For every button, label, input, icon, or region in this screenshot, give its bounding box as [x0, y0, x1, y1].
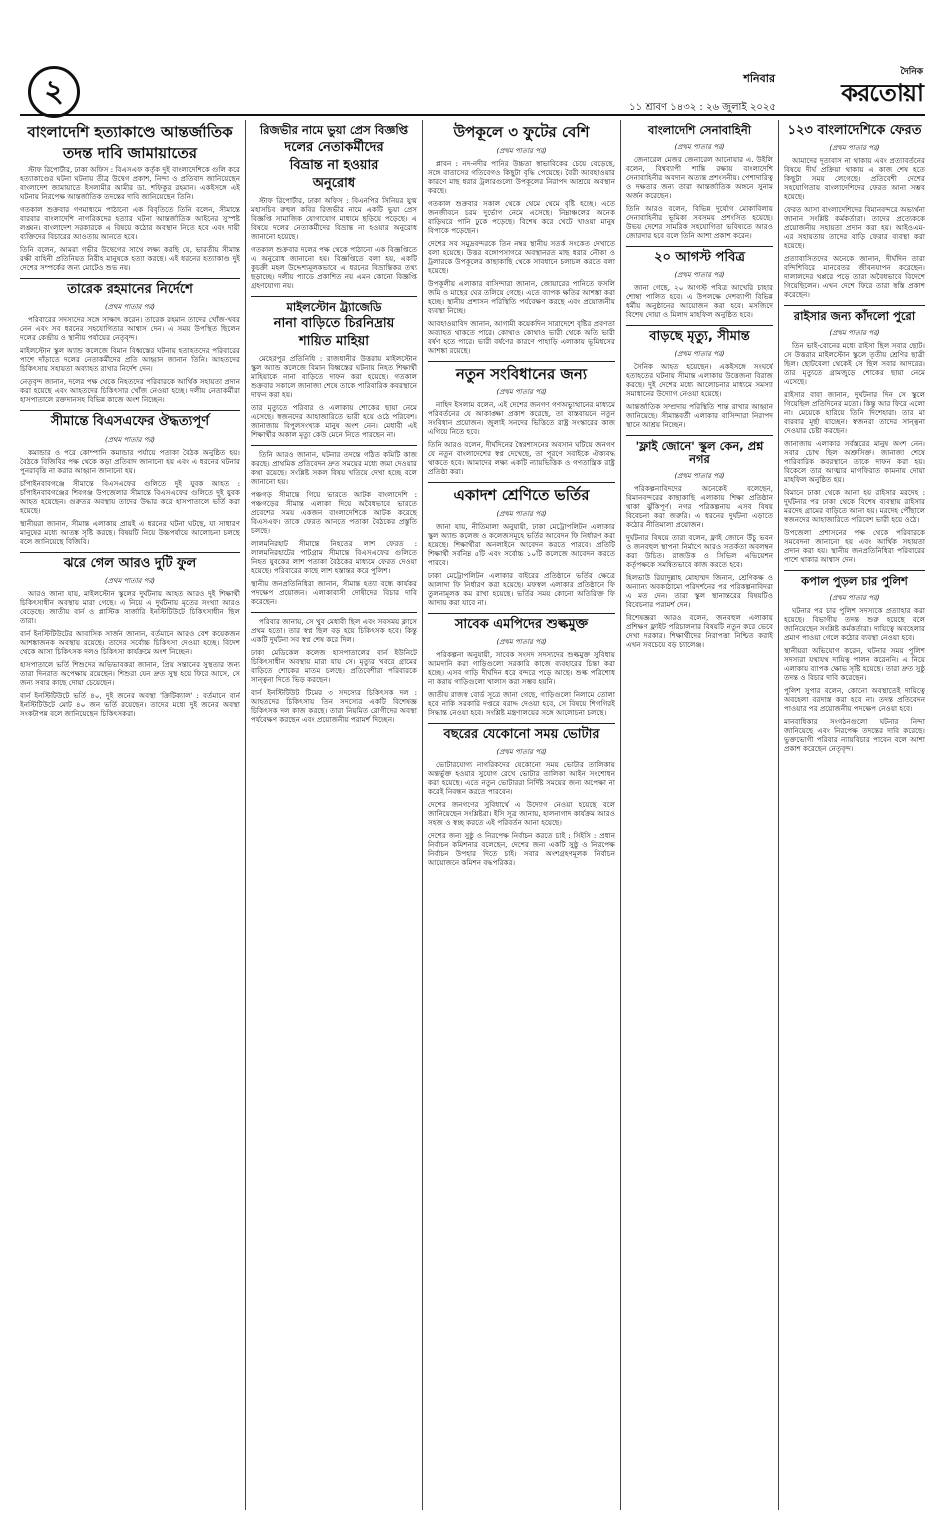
divider [20, 278, 240, 279]
logo-name: করতোয়া [841, 79, 923, 107]
paragraph: উপজেলা প্রশাসনের পক্ষ থেকে পরিবারকে সমবেদনা জানানো হয় এবং আর্থিক সহায়তা প্রদান করা হয়। স্থানীয় জনপ্রতিনিধিরা পরিবারের পাশে থাকার আশ্বাস দেন। [784, 527, 925, 564]
paragraph: তিন ভাই-বোনের মধ্যে রাইসা ছিল সবার ছোট। সে উত্তরার মাইলস্টোন স্কুলে তৃতীয় শ্রেণির ছাত্রী ছিল। ছোটবেলা থেকেই সে ছিল সবার আদরের। তার মৃত্যুতে গ্রামজুড়ে শোকের ছায়া নেমে এসেছে। [784, 340, 925, 386]
weekday: শনিবার [743, 72, 775, 85]
paragraph: স্টাফ রিপোর্টার, ঢাকা অফিস : বিএনপির সিনিয়র যুগ্ম মহাসচিব রুহুল কবির রিজভীর নামে একটি ভুয়া প্রেস বিজ্ঞপ্তি সামাজিক যোগাযোগ মাধ্যমে ছড়িয়ে পড়েছে। এ বিষয়ে দলের নেতাকর্মীদের বিভ্রান্ত না হওয়ার অনুরোধ জানানো হয়েছে। [251, 195, 417, 241]
continued-label: (প্রথম পাতার পর) [674, 471, 725, 480]
continued-label: (প্রথম পাতার পর) [496, 146, 547, 155]
paragraph: পরিবারের সদস্যদের সঙ্গে সাক্ষাৎ করেন। তারেক রহমান তাদের খোঁজ-খবর নেন এবং সব ধরনের সহযোগিতার আশ্বাস দেন। এ সময় উপস্থিত ছিলেন দলের কেন্দ্রীয় ও স্থানীয় পর্যায়ের নেতৃবৃন্দ। [20, 315, 240, 343]
paragraph: মাইলস্টোন স্কুল অ্যান্ড কলেজে বিমান বিধ্বস্তের ঘটনায় হতাহতদের পরিবারের পাশে দাঁড়াতে দলের নেতাকর্মীদের প্রতি আহ্বান জানান তিনি। আহতদের চিকিৎসায় সহায়তা অব্যাহত রাখার নির্দেশ দেন। [20, 346, 240, 374]
article-former-mp [428, 650, 615, 717]
paragraph: ঢাকা মেট্রোপলিটন এলাকার বাইরের প্রতিষ্ঠানে ভর্তির ক্ষেত্রে আলাদা ফি নির্ধারণ করা হয়েছে। মফস্বল এলাকার প্রতিষ্ঠানে ফি তুলনামূলক কম রাখা হয়েছে। ভর্তির সময় কোনো অতিরিক্ত ফি আদায় করা যাবে না। [428, 570, 615, 607]
paragraph: দুর্ঘটনার বিষয়ে তারা বলেন, ফ্লাই জোনে উঁচু ভবন ও জনবহুল স্থাপনা নির্মাণে আরও সতর্কতা অবলম্বন করা উচিত। রাজউক ও সিভিল এভিয়েশন কর্তৃপক্ষকে সমন্বিতভাবে কাজ করতে হবে। [626, 532, 773, 569]
divider [626, 325, 773, 326]
paragraph: জানা গেছে, ২০ আগস্ট পবিত্র আখেরি চাহার শোম্বা পালিত হবে। এ উপলক্ষে দেশব্যাপী বিভিন্ন ধর্মীয় অনুষ্ঠানের আয়োজন করা হবে। মসজিদে বিশেষ দোয়া ও মিলাদ মাহফিল অনুষ্ঠিত হবে। [626, 282, 773, 319]
article-four-police [784, 606, 925, 753]
headline-jamaat-2: তদন্ত দাবি জামায়াতের [63, 143, 197, 162]
article-jamaat [20, 165, 240, 272]
paragraph: মেহেরপুর প্রতিনিধি : রাজধানীর উত্তরায় মাইলস্টোন স্কুল অ্যান্ড কলেজে বিমান বিধ্বস্তের ঘটনায় নিহত শিক্ষার্থী মাহিয়াকে নানা বাড়িতে দাফন করা হয়েছে। গতকাল শুক্রবার সকালে জানাজা শেষে তাকে পারিবারিক কবরস্থানে দাফন করা হয়। [251, 353, 417, 399]
headline-coast: উপকূলে ৩ ফুটের বেশি [453, 123, 590, 141]
paragraph: তার মৃত্যুতে পরিবার ও এলাকায় শোকের ছায়া নেমে এসেছে। স্বজনদের আহাজারিতে ভারী হয়ে ওঠে পরিবেশ। জানাজায় বিপুলসংখ্যক মানুষ অংশ নেন। মেধাবী এই শিক্ষার্থীর অকাল মৃত্যু কেউ মেনে নিতে পারছেন না। [251, 402, 417, 439]
logo-small-text: দৈনিক [900, 67, 923, 77]
paragraph: আবহাওয়াবিদ জানান, আগামী কয়েকদিন সারাদেশে বৃষ্টির প্রবণতা অব্যাহত থাকতে পারে। কোথাও কোথাও ভারী থেকে অতি ভারী বর্ষণ হতে পারে। ভারী বর্ষণের কারণে পাহাড়ি এলাকায় ভূমিধসের আশঙ্কা রয়েছে। [428, 318, 615, 355]
paragraph: উপকূলীয় এলাকার বাসিন্দারা জানান, জোয়ারের পানিতে ফসলি জমি ও মাছের ঘের তলিয়ে গেছে। এতে ব্যাপক ক্ষতির আশঙ্কা করা হচ্ছে। স্থানীয় প্রশাসন পরিস্থিতি পর্যবেক্ষণ করছে এবং প্রয়োজনীয় ব্যবস্থা নিচ্ছে। [428, 278, 615, 315]
column-divider [245, 120, 246, 1510]
paragraph: তিনি আরও বলেন, দীর্ঘদিনের স্বৈরশাসনের অবসান ঘটিয়ে জনগণ যে নতুন বাংলাদেশের স্বপ্ন দেখেছে, তা পূরণে সবাইকে ঐক্যবদ্ধ থাকতে হবে। আমাদের লক্ষ্য একটি ন্যায়ভিত্তিক ও গণতান্ত্রিক রাষ্ট্র প্রতিষ্ঠা করা। [428, 440, 615, 476]
divider [251, 445, 417, 446]
headline-army: বাংলাদেশি সেনাবাহিনী [647, 123, 752, 137]
paragraph: প্রত্যাবাসিতদের অনেকে জানান, দীর্ঘদিন তারা বন্দিশিবিরে মানবেতর জীবনযাপন করেছেন। দালালদের খপ্পরে পড়ে তারা অবৈধভাবে বিদেশে গিয়েছিলেন। এখন দেশে ফিরে তারা স্বস্তি প্রকাশ করেছেন। [784, 254, 925, 300]
headline-bsf: সীমান্তে বিএসএফের ঔদ্ধত্যপূর্ণ [50, 414, 210, 430]
paragraph: গতকাল শুক্রবার গণমাধ্যমে পাঠানো এক বিবৃতিতে তিনি বলেন, সীমান্তে বারবার বাংলাদেশি নাগরিকদের হত্যার ঘটনা আন্তর্জাতিক আইনের সুস্পষ্ট লঙ্ঘন। বাংলাদেশ সরকারকে এ বিষয়ে কঠোর অবস্থান নিতে হবে এবং দায়ী ব্যক্তিদের বিচারের আওতায় আনতে হবে। [20, 205, 240, 241]
divider [784, 570, 925, 571]
page-number: ২ [28, 66, 80, 118]
headline-rizvi-2: দলের নেতাকর্মীদের [284, 139, 384, 155]
continued-label: (প্রথম পাতার পর) [674, 270, 725, 279]
column-3 [428, 120, 615, 1510]
headline-admission: একাদশ শ্রেণিতে ভর্তির [453, 486, 590, 504]
article-fly-zone [626, 484, 773, 649]
paragraph: পুলিশ সুপার বলেন, কোনো অবস্থাতেই দায়িত্বে অবহেলা বরদাস্ত করা হবে না। তদন্ত প্রতিবেদন পাওয়ার পর প্রয়োজনীয় পদক্ষেপ নেওয়া হবে। [784, 685, 925, 713]
continued-label: (প্রথম পাতার পর) [496, 509, 547, 518]
headline-mahiya-2: শায়িত মাহিয়া [298, 334, 370, 350]
divider [428, 361, 615, 362]
paragraph: লালমনিরহাট সীমান্তে নিহতের লাশ ফেরত : লালমনিরহাটের পাটগ্রাম সীমান্তে বিএসএফের গুলিতে নিহত যুবকের লাশ পতাকা বৈঠকের মাধ্যমে ফেরত দেওয়া হয়েছে। পরিবারের কাছে লাশ হস্তান্তর করে পুলিশ। [251, 538, 417, 575]
divider [428, 482, 615, 483]
divider [626, 246, 773, 247]
paragraph: ঘটনার পর চার পুলিশ সদস্যকে প্রত্যাহার করা হয়েছে। বিভাগীয় তদন্ত শুরু হয়েছে বলে জানিয়েছেন সংশ্লিষ্ট কর্মকর্তারা। দায়িত্বে অবহেলার প্রমাণ পাওয়া গেলে কঠোর ব্যবস্থা নেওয়া হবে। [784, 605, 925, 642]
paragraph: জানা যায়, নীতিমালা অনুযায়ী, ঢাকা মেট্রোপলিটন এলাকার স্কুল অ্যান্ড কলেজ ও কলেজসমূহে ভর্তির আবেদন ফি নির্ধারণ করা হয়েছে। শিক্ষার্থীরা অনলাইনে আবেদন করতে পারবে। প্রতিটি শিক্ষার্থী সর্বনিম্ন ৫টি এবং সর্বোচ্চ ১০টি কলেজে আবেদন করতে পারবে। [428, 521, 615, 567]
paragraph: আমাদের দূতাবাস না থাকায় এবং প্রত্যাবর্তনের বিষয়ে দীর্ঘ প্রক্রিয়া থাকায় এ কাজ শেষ হতে কিছুটা সময় লেগেছে। প্রতিবেশী দেশের সহযোগিতায় বাংলাদেশিদের ফেরত আনা সম্ভব হয়েছে। [784, 156, 925, 202]
divider [428, 723, 615, 724]
paragraph: প্লাবন : নদ-নদীর পানির উচ্চতা স্বাভাবিকের চেয়ে বেড়েছে, সঙ্গে বাতাসের গতিবেগও কিছুটা বৃদ্ধি পেয়েছে। বৈরী আবহাওয়ার কারণে মাছ ধরার ট্রলারগুলো উপকূলের নিরাপদ আশ্রয়ে অবস্থান করছে। [428, 158, 615, 195]
headline-fly-zone: 'ফ্লাই জোনে' স্কুল কেন, প্রশ্ন নগর [635, 439, 764, 466]
paragraph: নেতৃবৃন্দ জানান, দলের পক্ষ থেকে নিহতদের পরিবারকে আর্থিক সহায়তা প্রদান করা হয়েছে এবং আহতদের চিকিৎসার খোঁজ নেওয়া হচ্ছে। দলীয় নেতাকর্মীরা হাসপাতালে রক্তদানসহ বিভিন্ন কাজে অংশ নিচ্ছেন। [20, 377, 240, 405]
paragraph: ফেরত আসা বাংলাদেশিদের বিমানবন্দরে অভ্যর্থনা জানান সংশ্লিষ্ট কর্মকর্তারা। তাদের প্রত্যেককে প্রয়োজনীয় সহায়তা প্রদান করা হয়। আইওএম-এর সহায়তায় তাদের বাড়ি ফেরার ব্যবস্থা করা হয়েছে। [784, 205, 925, 251]
article-bsf [20, 448, 240, 546]
column-divider [620, 120, 621, 1510]
headline-jamaat: বাংলাদেশি হত্যাকাণ্ডে আন্তর্জাতিক [27, 123, 233, 141]
article-coast [428, 159, 615, 355]
continued-label: (প্রথম পাতার পর) [496, 748, 547, 757]
paragraph: স্থানীয় জনপ্রতিনিধিরা জানান, সীমান্ত হত্যা বন্ধে কার্যকর পদক্ষেপ প্রয়োজন। এলাকাবাসী দোষীদের বিচার দাবি করেছেন। [251, 578, 417, 606]
article-bsf-continued [251, 450, 417, 606]
article-army [626, 155, 773, 240]
paragraph: দেশের জন্য সুষ্ঠু ও নিরপেক্ষ নির্বাচন করতে চাই : সিইসি : প্রধান নির্বাচন কমিশনার বলেছেন, দেশের জন্য একটি সুষ্ঠু ও নিরপেক্ষ নির্বাচন উপহার দিতে চাই। সবার অংশগ্রহণমূলক নির্বাচন আয়োজনে কমিশন বদ্ধপরিকর। [428, 831, 615, 868]
paragraph: মানবাধিকার সংগঠনগুলো ঘটনার নিন্দা জানিয়েছে এবং নিরপেক্ষ তদন্তের দাবি করেছে। ভুক্তভোগী পরিবার ন্যায়বিচার পাবেন বলে আশা প্রকাশ করেছেন নেতৃবৃন্দ। [784, 716, 925, 753]
column-1 [20, 120, 240, 1510]
paragraph: জাতীয় রাজস্ব বোর্ড সূত্রে জানা গেছে, গাড়িগুলো নিলামে তোলা হবে নাকি সরকারি দপ্তরে বরাদ্দ দেওয়া হবে, সে বিষয়ে শিগগিরই সিদ্ধান্ত নেওয়া হবে। সংশ্লিষ্ট মন্ত্রণালয়ের সঙ্গে আলোচনা চলছে। [428, 689, 615, 717]
column-2 [251, 120, 417, 1510]
divider [20, 552, 240, 553]
article-voter [428, 760, 615, 867]
paragraph: কমান্ডার ও পরে কোম্পানি কমান্ডার পর্যায়ে পতাকা বৈঠক অনুষ্ঠিত হয়। বৈঠকে বিজিবির পক্ষ থেকে কড়া প্রতিবাদ জানানো হয় এবং এ ধরনের ঘটনার পুনরাবৃত্তি না করার আহ্বান জানানো হয়। [20, 447, 240, 475]
continued-label: (প্রথম পাতার পর) [674, 142, 725, 151]
paragraph: রাইসার বাবা জানান, দুর্ঘটনার দিন সে স্কুলে গিয়েছিল প্রতিদিনের মতো। কিন্তু আর ফিরে এলো না। মেয়েকে হারিয়ে তিনি দিশেহারা। তার মা বারবার মূর্ছা যাচ্ছেন। স্বজনরা তাদের সান্ত্বনা দেওয়ার চেষ্টা করছেন। [784, 389, 925, 435]
article-august [626, 283, 773, 319]
headline-two-flowers: ঝরে গেল আরও দুটি ফুল [63, 555, 197, 571]
paragraph: দেশের জনগণের সুবিধার্থে এ উদ্যোগ নেওয়া হয়েছে বলে জানিয়েছেন সংশ্লিষ্টরা। ইসি সূত্র জানায়, হালনাগাদ কার্যক্রম আরও সহজ ও স্বচ্ছ করতে এই পরিবর্তন আনা হয়েছে। [428, 800, 615, 828]
headline-four-police: কপাল পুড়ল চার পুলিশ [801, 573, 908, 588]
divider [784, 305, 925, 306]
headline-death-border: বাড়ছে মৃত্যু, সীমান্ত [649, 328, 750, 344]
column-4 [626, 120, 773, 1510]
paragraph: চাঁপাইনবাবগঞ্জে সীমান্তে বিএসএফের গুলিতে দুই যুবক আহত : চাঁপাইনবাবগঞ্জের শিবগঞ্জ উপজেলার সীমান্তে বিএসএফের গুলিতে দুই যুবক আহত হয়েছেন। গুরুতর অবস্থায় তাদের উদ্ধার করে হাসপাতালে ভর্তি করা হয়েছে। [20, 478, 240, 515]
headline-august: ২০ আগস্ট পবিত্র [654, 249, 745, 265]
paragraph: স্থানীয়রা অভিযোগ করেন, ঘটনার সময় পুলিশ সদস্যরা যথাযথ দায়িত্ব পালন করেননি। এ নিয়ে এলাকায় ব্যাপক ক্ষোভ সৃষ্টি হয়েছে। তারা দ্রুত সুষ্ঠু তদন্ত ও বিচার দাবি করেছেন। [784, 645, 925, 682]
divider [626, 435, 773, 436]
article-raisa [784, 341, 925, 564]
headline-milestone-kicker: মাইলস্টোন ট্র্যাজেডি [286, 299, 382, 314]
column-5 [784, 120, 925, 1510]
masthead-rule [20, 114, 925, 116]
headline-mahiya: নানা বাড়িতে চিরনিদ্রায় [273, 316, 395, 332]
paragraph: পরিবার জানায়, সে খুব মেধাবী ছিল এবং সবসময় ক্লাসে প্রথম হতো। তার স্বপ্ন ছিল বড় হয়ে চিকিৎসক হবে। কিন্তু একটি দুর্ঘটনা সব স্বপ্ন শেষ করে দিল। [251, 616, 417, 644]
divider [251, 296, 417, 297]
paragraph: দেশের সব সমুদ্রবন্দরকে তিন নম্বর স্থানীয় সতর্ক সংকেত দেখাতে বলা হয়েছে। উত্তর বঙ্গোপসাগরে অবস্থানরত মাছ ধরার নৌকা ও ট্রলারকে উপকূলের কাছাকাছি থেকে সাবধানে চলাচল করতে বলা হয়েছে। [428, 238, 615, 275]
column-divider [422, 120, 423, 1510]
article-tarique [20, 315, 240, 404]
paragraph: বার্ন ইনস্টিটিউটের আবাসিক সার্জন জানান, বর্তমানে আরও বেশ কয়েকজন আশঙ্কাজনক অবস্থায় রয়েছে। তাদের সর্বোচ্চ চিকিৎসা দেওয়া হচ্ছে। বিদেশ থেকে আসা চিকিৎসক দলও চিকিৎসা কার্যক্রমে অংশ নিচ্ছেন। [20, 628, 240, 656]
headline-tarique: তারেক রহমানের নির্দেশে [67, 282, 193, 297]
paragraph: তিনি বলেন, আমরা গভীর উদ্বেগের সাথে লক্ষ্য করছি যে, ভারতীয় সীমান্ত রক্ষী বাহিনী প্রতিনিয়ত নিরীহ মানুষকে হত্যা করছে। এই ধরনের হত্যাকাণ্ড দুই দেশের সম্পর্কের জন্য মোটেও শুভ নয়। [20, 245, 240, 272]
paragraph: পরিকল্পনাবিদদের অনেকেই বলেছেন, বিমানবন্দরের কাছাকাছি এলাকায় শিক্ষা প্রতিষ্ঠান থাকা ঝুঁকিপূর্ণ। নগর পরিকল্পনায় এসব বিষয় বিবেচনা করা জরুরি। এ ধরনের দুর্ঘটনা এড়াতে কঠোর নীতিমালা প্রয়োজন। [626, 483, 773, 529]
paragraph: তিনি আরও বলেন, বিভিন্ন দুর্যোগ মোকাবিলায় সেনাবাহিনীর ভূমিকা সবসময় প্রশংসিত হয়েছে। উভয় দেশের সামরিক সহযোগিতা ভবিষ্যতে আরও জোরদার হবে বলে তিনি আশা প্রকাশ করেন। [626, 203, 773, 240]
article-mahiya [251, 354, 417, 439]
paragraph: গতকাল শুক্রবার দলের পক্ষ থেকে পাঠানো এক বিজ্ঞপ্তিতে এ অনুরোধ জানানো হয়। বিজ্ঞপ্তিতে বলা হয়, একটি কুচক্রী মহল উদ্দেশ্যমূলকভাবে এ ধরনের বিভ্রান্তিকর তথ্য ছড়াচ্ছে। দলীয় প্যাডে প্রকাশিত নয় এমন কোনো বিজ্ঞপ্তি গ্রহণযোগ্য নয়। [251, 244, 417, 290]
paragraph: হাসপাতালে ভর্তি শিশুদের অভিভাবকরা জানান, প্রিয় সন্তানের সুস্থতার জন্য তারা দিনরাত অপেক্ষায় রয়েছেন। শিশুরা যেন দ্রুত সুস্থ হয়ে ফিরে আসে, সে জন্য সবার কাছে দোয়া চেয়েছেন। [20, 659, 240, 687]
paragraph: পঞ্চগড় সীমান্তে গিয়ে ভারতে আটক বাংলাদেশি : পঞ্চগড়ের সীমান্ত এলাকা দিয়ে অবৈধভাবে ভারতে প্রবেশের সময় একজন বাংলাদেশিকে আটক করেছে বিএসএফ। তাকে ফেরত আনতে পতাকা বৈঠকের প্রস্তুতি চলছে। [251, 489, 417, 535]
headline-rizvi-3: বিভ্রান্ত না হওয়ার [289, 157, 379, 173]
article-two-flowers [20, 589, 240, 718]
paragraph: স্থানীয়রা জানান, সীমান্ত এলাকায় প্রায়ই এ ধরনের ঘটনা ঘটছে, যা সাধারণ মানুষের মধ্যে আতঙ্ক সৃষ্টি করছে। বিষয়টি নিয়ে উচ্চপর্যায়ে আলোচনা চলছে বলে জানিয়েছে বিজিবি। [20, 518, 240, 546]
paragraph: আরও জানা যায়, মাইলস্টোন স্কুলের দুর্ঘটনায় আহত আরও দুই শিক্ষার্থী চিকিৎসাধীন অবস্থায় মারা গেছে। এ নিয়ে এ দুর্ঘটনায় মৃতের সংখ্যা আরও বেড়েছে। জাতীয় বার্ন ও প্লাস্টিক সার্জারি ইনস্টিটিউটে চিকিৎসাধীন ছিল তারা। [20, 588, 240, 625]
paragraph: সৈনিক আহত হয়েছেন। একইসঙ্গে সংঘর্ষে হতাহতের ঘটনায় সীমান্ত এলাকায় উত্তেজনা বিরাজ করছে। দুই দেশের মধ্যে আলোচনার মাধ্যমে সমস্যা সমাধানের উদ্যোগ নেওয়া হয়েছে। [626, 362, 773, 399]
paragraph: আন্তর্জাতিক সম্প্রদায় পরিস্থিতি শান্ত রাখার আহ্বান জানিয়েছে। সীমান্তবর্তী এলাকার বাসিন্দারা নিরাপদ স্থানে আশ্রয় নিচ্ছেন। [626, 402, 773, 430]
headline-rizvi-4: অনুরোধ [312, 176, 356, 192]
article-rizvi [251, 196, 417, 290]
continued-label: (প্রথম পাতার পর) [104, 576, 156, 585]
divider [20, 410, 240, 411]
paragraph: জেনারেল মেজর জেনারেল আনোয়ার এ. উইলি বলেন, বিশ্বব্যাপী শান্তি রক্ষায় বাংলাদেশি সেনাবাহিনীর অবদান অত্যন্ত প্রশংসনীয়। পেশাদারিত্ব ও দক্ষতার জন্য তারা আন্তর্জাতিক অঙ্গনে সুনাম অর্জন করেছেন। [626, 154, 773, 200]
paragraph: বিমানে ঢাকা থেকে আনা হয় রাইসার মরদেহ : দুর্ঘটনার পর ঢাকা থেকে বিশেষ ব্যবস্থায় রাইসার মরদেহ গ্রামের বাড়িতে আনা হয়। মরদেহ পৌঁছালে স্বজনদের আহাজারিতে পরিবেশ ভারী হয়ে ওঠে। [784, 487, 925, 524]
continued-label: (প্রথম পাতার পর) [829, 593, 880, 602]
continued-label: (প্রথম পাতার পর) [104, 303, 156, 312]
continued-label: (প্রথম পাতার পর) [496, 637, 547, 646]
continued-label: (প্রথম পাতার পর) [829, 144, 880, 153]
article-admission [428, 522, 615, 607]
article-123-returned [784, 156, 925, 299]
paragraph: নাহিদ ইসলাম বলেন, এই দেশের জনগণ গণঅভ্যুত্থানের মাধ্যমে পরিবর্তনের যে আকাঙ্ক্ষা প্রকাশ করেছে, তা বাস্তবায়নে নতুন সংবিধান প্রয়োজন। জুলাই সনদের ভিত্তিতে রাষ্ট্র সংস্কারের কাজ এগিয়ে নিতে হবে। [428, 400, 615, 436]
headline-123-returned: ১২৩ বাংলাদেশিকে ফেরত [787, 123, 922, 138]
masthead [0, 0, 945, 113]
article-flowers-continued [251, 617, 417, 724]
headline-rizvi: রিজভীর নামে ভুয়া প্রেস বিজ্ঞপ্তি [259, 123, 409, 137]
divider [428, 613, 615, 614]
paragraph: স্টাফ রিপোর্টার, ঢাকা অফিস : বিএসএফ কর্তৃক দুই বাংলাদেশিকে গুলি করে হত্যাকাণ্ডের ঘটনা ঘটনায় তীব্র উদ্বেগ প্রকাশ, নিন্দা ও প্রতিবাদ জানিয়েছেন বাংলাদেশ জামায়াতে ইসলামীর আমীর ডা. শফিকুর রহমান। একইসঙ্গে এই ঘটনায় নিরপেক্ষ আন্তর্জাতিক তদন্তের দাবি জানিয়েছেন তিনি। [20, 165, 240, 201]
paragraph: ঢাকা মেডিকেল কলেজ হাসপাতালের বার্ন ইউনিটে চিকিৎসাধীন অবস্থায় মারা যায় সে। মৃত্যুর খবরে গ্রামের বাড়িতে শোকের মাতম চলছে। প্রতিবেশীরা পরিবারকে সান্ত্বনা দিতে ভিড় করছেন। [251, 647, 417, 684]
article-death-border [626, 362, 773, 429]
paragraph: তিনি আরও জানান, ঘটনার তদন্তে গঠিত কমিটি কাজ করছে। প্রাথমিক প্রতিবেদন দ্রুত সময়ের মধ্যে জমা দেওয়ার কথা রয়েছে। সংশ্লিষ্ট সকল বিষয় খতিয়ে দেখা হচ্ছে বলে জানানো হয়। [251, 449, 417, 486]
headline-raisa: রাইসার জন্য কাঁদলো পুরো [793, 309, 916, 324]
paragraph: জানাজায় এলাকার সর্বস্তরের মানুষ অংশ নেন। সবার চোখ ছিল অশ্রুসিক্ত। জানাজা শেষে পারিবারিক কবরস্থানে তাকে দাফন করা হয়। বিকেলে তার আত্মার মাগফিরাত কামনায় দোয়া মাহফিল অনুষ্ঠিত হয়। [784, 438, 925, 484]
dateline: ১১ শ্রাবণ ১৪৩২ : ২৬ জুলাই ২০২৫ [629, 102, 776, 113]
paragraph: বার্ন ইনস্টিটিউট টিমের ৩ সদস্যের চিকিৎসক দল : আহতদের চিকিৎসায় তিন সদস্যের একটি বিশেষজ্ঞ চিকিৎসক দল কাজ করছে। তারা নিয়মিত রোগীদের অবস্থা পর্যবেক্ষণ করছেন এবং প্রয়োজনীয় পরামর্শ দিচ্ছেন। [251, 687, 417, 724]
paragraph: গতকাল শুক্রবার সকাল থেকে থেমে থেমে বৃষ্টি হচ্ছে। এতে জনজীবনে চরম দুর্ভোগ নেমে এসেছে। নিম্নাঞ্চলের অনেক বাড়িঘরে পানি ঢুকে পড়েছে। বিশেষ করে খেটে খাওয়া মানুষ বিপাকে পড়েছেন। [428, 198, 615, 235]
divider [251, 612, 417, 613]
article-constitution [428, 400, 615, 476]
paragraph: হিলভাউ রিয়াদুল্লাহ মোহাম্মদ জিনান, শ্রেণিকক্ষ ও অন্যান্য অবকাঠামো পরিদর্শনের পর পরিকল্পনাবিদরা এ মত দেন। তারা স্কুল স্থানান্তরের বিষয়টিও বিবেচনার পরামর্শ দেন। [626, 572, 773, 609]
paragraph: বিশেষজ্ঞরা আরও বলেন, জনবহুল এলাকায় প্রশিক্ষণ ফ্লাইট পরিচালনার বিষয়টি নতুন করে ভেবে দেখা দরকার। শিক্ষার্থীদের নিরাপত্তা নিশ্চিত করাই এখন সবচেয়ে বড় চ্যালেঞ্জ। [626, 612, 773, 649]
continued-label: (প্রথম পাতার পর) [674, 350, 725, 359]
paragraph: ভোটারযোগ্য নাগরিকদের যেকোনো সময় ভোটার তালিকায় অন্তর্ভুক্ত হওয়ার সুযোগ রেখে ভোটার তালিকা আইন সংশোধন করা হয়েছে। এতে নতুন ভোটাররা নির্দিষ্ট সময়ের জন্য অপেক্ষা না করেই নিবন্ধন করতে পারবেন। [428, 760, 615, 797]
paragraph: বার্ন ইনস্টিটিউটে ভর্তি ৪০, দুই জনের অবস্থা 'ক্রিটিক্যাল' : বর্তমানে বার্ন ইনস্টিটিউটে মোট ৪০ জন ভর্তি রয়েছেন। তাদের মধ্যে দুই জনের অবস্থা সংকটাপন্ন বলে জানিয়েছেন চিকিৎসকরা। [20, 690, 240, 718]
continued-label: (প্রথম পাতার পর) [829, 328, 880, 337]
continued-label: (প্রথম পাতার পর) [496, 388, 547, 396]
paragraph: পরিকল্পনা অনুযায়ী, সাবেক সংসদ সদস্যদের শুল্কমুক্ত সুবিধায় আমদানি করা গাড়িগুলো সরকারি কাজে ব্যবহারের চিন্তা করা হচ্ছে। এসব গাড়ি দীর্ঘদিন ধরে বন্দরে পড়ে আছে। শুল্ক পরিশোধ না করায় গাড়িগুলো খালাস করা সম্ভব হয়নি। [428, 649, 615, 686]
headline-former-mp: সাবেক এমপিদের শুল্কমুক্ত [454, 616, 589, 632]
continued-label: (প্রথম পাতার পর) [104, 435, 156, 444]
headline-voter: বছরের যেকোনো সময় ভোটার [443, 726, 600, 742]
column-divider [778, 120, 779, 1510]
headline-constitution: নতুন সংবিধানের জন্য [455, 364, 588, 383]
